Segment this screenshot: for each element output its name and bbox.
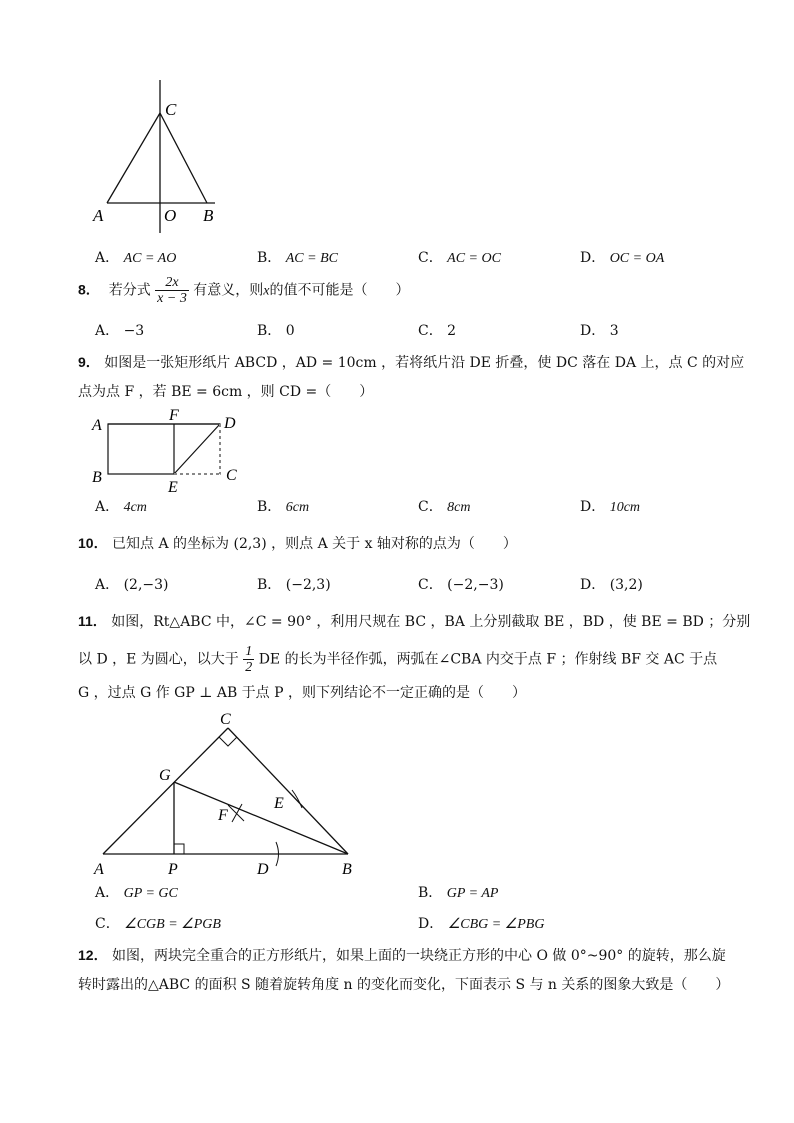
- q9-option-a: A． 4cm: [95, 499, 147, 515]
- q12-stem-line2: 转时露出的△ABC 的面积 S 随着旋转角度 n 的变化而变化，下面表示 S 与 n 关系的图象大致是（ ）: [78, 977, 730, 993]
- q11-option-a: A． GP = GC: [95, 885, 178, 901]
- q11-stem-line3: G ，过点 G 作 GP ⊥ AB 于点 P ，则下列结论不一定正确的是（ ）: [78, 685, 527, 701]
- q10-option-a: A． (2,−3): [95, 577, 169, 593]
- q10-option-b: B． (−2,3): [257, 577, 331, 593]
- q11-label-b: B: [342, 861, 352, 878]
- q8-option-a: A． −3: [95, 323, 145, 339]
- q9-option-c: C． 8cm: [418, 499, 471, 515]
- q8-fraction: $\frac{2x}{x - 3}$: [157, 275, 187, 306]
- q11-label-g: G: [159, 767, 171, 784]
- q9-label-e: E: [168, 479, 178, 496]
- q9-label-c: C: [226, 467, 237, 484]
- q8-option-c: C． 2: [418, 323, 457, 339]
- q11-label-f: F: [218, 807, 228, 824]
- q11-figure: [88, 706, 378, 884]
- q11-stem-line1: 11． 如图，Rt△ABC 中，∠C = 90° ，利用尺规在 BC ，BA 上分别截取 BE ，BD ，使 BE = BD ；分别: [78, 613, 751, 630]
- q11-label-a: A: [94, 861, 104, 878]
- q11-stem-line2: 以 D ，E 为圆心，以大于 $\frac{1}{2}$ DE 的长为半径作弧，两弧在∠CBA 内交于点 F ；作射线 BF 交 AC 于点: [78, 644, 718, 675]
- q7-option-a: A． AC = AO: [95, 250, 177, 266]
- q9-label-d: D: [224, 415, 236, 432]
- q7-option-c: C． AC = OC: [418, 250, 501, 266]
- q7-option-d: D． OC = OA: [580, 250, 665, 266]
- q9-label-b: B: [92, 469, 102, 486]
- q11-label-d: D: [257, 861, 269, 878]
- q11-option-d: D． ∠CBG = ∠PBG: [418, 916, 545, 932]
- q8-stem: 8． 若分式 $\frac{2x}{x - 3}$ 有意义，则x的值不可能是（ ）: [78, 275, 410, 306]
- q9-label-a: A: [92, 417, 102, 434]
- q7-label-b: B: [203, 206, 214, 225]
- q11-fraction: $\frac{1}{2}$: [245, 644, 253, 675]
- q10-option-d: D． (3,2): [580, 577, 643, 593]
- q7-figure: [85, 75, 245, 235]
- q9-stem-line2: 点为点 F ，若 BE = 6cm ，则 CD =（ ）: [78, 384, 374, 400]
- q11-label-c: C: [220, 711, 231, 728]
- q10-stem: 10． 已知点 A 的坐标为 (2,3) ，则点 A 关于 x 轴对称的点为（ ）: [78, 535, 517, 552]
- q9-label-f: F: [169, 408, 179, 424]
- q10-option-c: C． (−2,−3): [418, 577, 504, 593]
- q11-option-c: C． ∠CGB = ∠PGB: [95, 916, 221, 932]
- q9-stem-line1: 9． 如图是一张矩形纸片 ABCD ，AD = 10cm ，若将纸片沿 DE 折叠，使 DC 落在 DA 上，点 C 的对应: [78, 354, 745, 371]
- q9-option-d: D． 10cm: [580, 499, 641, 515]
- q11-label-p: P: [168, 861, 178, 878]
- q8-option-d: D． 3: [580, 323, 619, 339]
- q9-option-b: B． 6cm: [257, 499, 310, 515]
- q8-option-b: B． 0: [257, 323, 295, 339]
- q12-stem-line1: 12． 如图，两块完全重合的正方形纸片，如果上面的一块绕正方形的中心 O 做 0°~90° 的旋转，那么旋: [78, 947, 726, 964]
- q7-label-c: C: [165, 100, 177, 119]
- q11-label-e: E: [274, 795, 284, 812]
- q7-label-a: A: [93, 206, 104, 225]
- q7-option-b: B． AC = BC: [257, 250, 338, 266]
- q9-figure: [88, 408, 248, 498]
- q7-label-o: O: [164, 206, 177, 225]
- q11-option-b: B． GP = AP: [418, 885, 499, 901]
